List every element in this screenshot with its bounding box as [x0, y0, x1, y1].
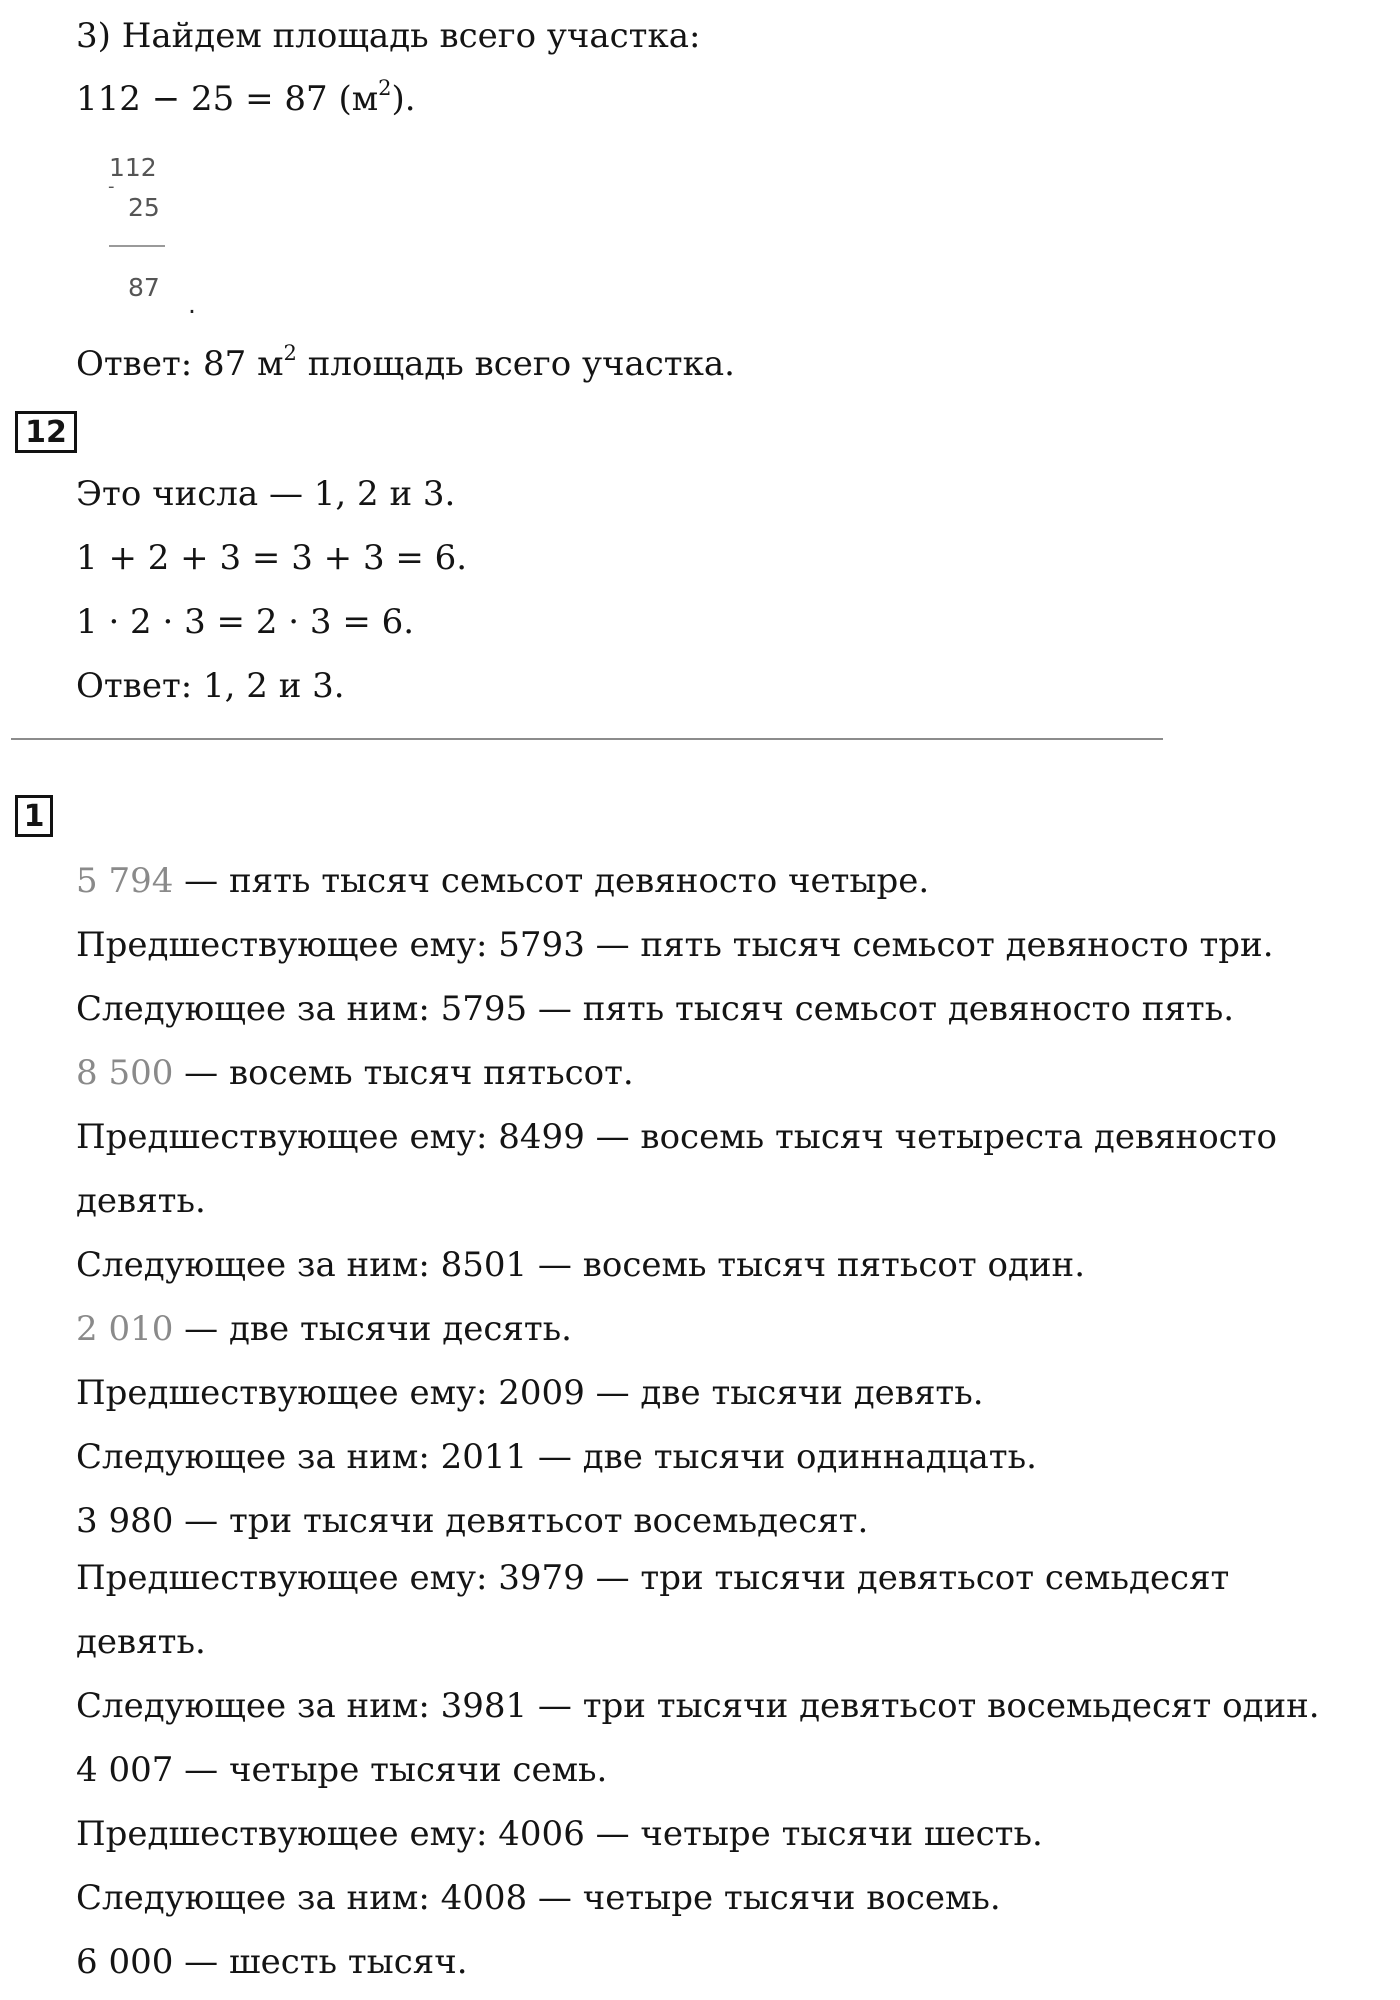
- column-minus-sign: -: [108, 176, 115, 197]
- number-value: 3 980: [76, 1501, 174, 1541]
- successor-line: Следующее за ним: 3981 — три тысячи девятьсот восемьдесят один.: [76, 1686, 1320, 1726]
- number-words: — четыре тысячи семь.: [173, 1750, 608, 1790]
- column-result: 87: [128, 273, 160, 302]
- number-value: 5 794: [76, 861, 174, 901]
- task-number-box: 1: [15, 795, 53, 837]
- number-value: 8 500: [76, 1053, 174, 1093]
- number-line: [76, 1750, 607, 1790]
- number-line: [76, 1053, 634, 1093]
- column-subtrahend: 25: [128, 193, 160, 222]
- equation-end: ).: [391, 79, 416, 119]
- step3-equation: [76, 75, 416, 119]
- answer-text: Ответ: 87 м: [76, 344, 284, 384]
- square-exponent: 2: [378, 75, 392, 100]
- number-line: [76, 1942, 468, 1982]
- number-line: [76, 1501, 868, 1541]
- predecessor-line: Предшествующее ему: 5793 — пять тысяч семьсот девяносто три.: [76, 925, 1274, 965]
- number-value: 2 010: [76, 1309, 174, 1349]
- successor-line: Следующее за ним: 4008 — четыре тысячи восемь.: [76, 1878, 1001, 1918]
- predecessor-line: Предшествующее ему: 8499 — восемь тысяч четыреста девяносто: [76, 1117, 1278, 1157]
- task12-line: 1 · 2 · 3 = 2 · 3 = 6.: [76, 602, 415, 642]
- predecessor-line: Предшествующее ему: 2009 — две тысячи девять.: [76, 1373, 984, 1413]
- number-line: [76, 861, 929, 901]
- task12-line: Это числа — 1, 2 и 3.: [76, 474, 456, 514]
- number-words: — две тысячи десять.: [173, 1309, 572, 1349]
- predecessor-line: Предшествующее ему: 3979 — три тысячи девятьсот семьдесят: [76, 1558, 1230, 1598]
- number-words: — три тысячи девятьсот восемьдесят.: [173, 1501, 869, 1541]
- successor-line: Следующее за ним: 2011 — две тысячи одиннадцать.: [76, 1437, 1037, 1477]
- column-minuend: 112: [109, 153, 157, 182]
- equation-text: 112 − 25 = 87 (м: [76, 79, 379, 119]
- predecessor-line: Предшествующее ему: 4006 — четыре тысячи шесть.: [76, 1814, 1043, 1854]
- number-words: — восемь тысяч пятьсот.: [173, 1053, 634, 1093]
- number-value: 4 007: [76, 1750, 174, 1790]
- task-number-box: 12: [15, 411, 77, 453]
- answer-end: площадь всего участка.: [296, 344, 735, 384]
- number-words: — пять тысяч семьсот девяносто четыре.: [173, 861, 930, 901]
- task12-answer: Ответ: 1, 2 и 3.: [76, 666, 345, 706]
- step3-heading: 3) Найдем площадь всего участка:: [76, 16, 701, 56]
- step3-answer: [76, 340, 735, 384]
- predecessor-line-cont: девять.: [76, 1181, 206, 1221]
- successor-line: Следующее за ним: 5795 — пять тысяч семьсот девяносто пять.: [76, 989, 1235, 1029]
- column-rule: [109, 245, 165, 247]
- task12-line: 1 + 2 + 3 = 3 + 3 = 6.: [76, 538, 468, 578]
- number-line: [76, 1309, 572, 1349]
- square-exponent: 2: [283, 340, 297, 365]
- number-value: 6 000: [76, 1942, 174, 1982]
- section-divider: [11, 738, 1163, 740]
- successor-line: Следующее за ним: 8501 — восемь тысяч пятьсот один.: [76, 1245, 1086, 1285]
- predecessor-line-cont: девять.: [76, 1622, 206, 1662]
- column-trailing-dot: .: [188, 290, 196, 319]
- number-words: — шесть тысяч.: [173, 1942, 468, 1982]
